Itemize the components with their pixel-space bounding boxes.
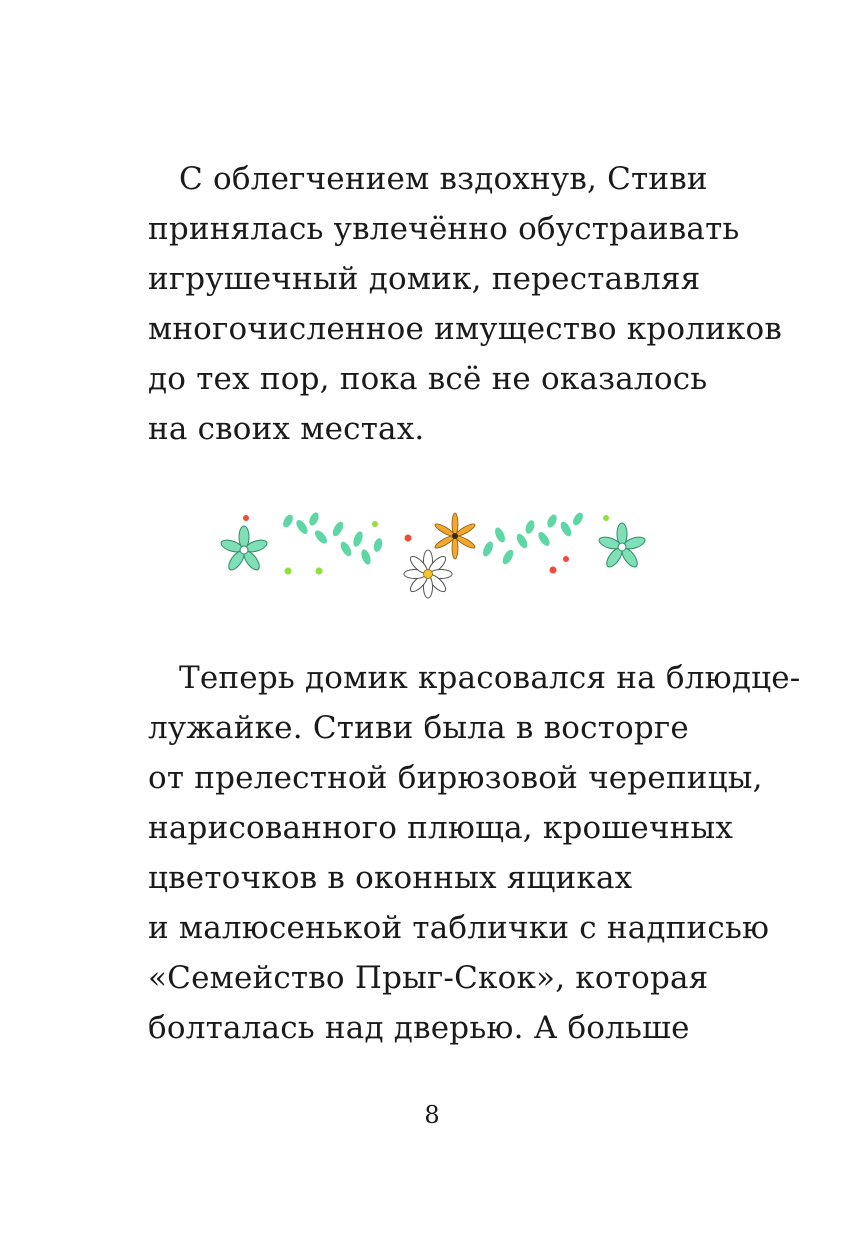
mint-flower-icon bbox=[598, 523, 647, 569]
text-line: до тех пор, пока всё не оказалось bbox=[148, 361, 708, 397]
mint-flower-icon bbox=[220, 526, 269, 572]
text-line: игрушечный домик, переставляя bbox=[148, 261, 701, 297]
text-line: на своих местах. bbox=[148, 411, 425, 447]
paragraph-1 bbox=[148, 154, 783, 454]
daisy-icon bbox=[404, 550, 452, 598]
text-line: от прелестной бирюзовой черепицы, bbox=[148, 760, 763, 796]
text-line: С облегчением вздохнув, Стиви bbox=[179, 161, 708, 197]
text-line: и малюсенькой таблички с надписью bbox=[148, 910, 770, 946]
text-line: принялась увлечённо обустраивать bbox=[148, 211, 740, 247]
orange-flower-icon bbox=[434, 513, 477, 559]
text-line: нарисованного плюща, крошечных bbox=[148, 810, 734, 846]
text-line: Теперь домик красовался на блюдце- bbox=[179, 660, 801, 696]
floral-divider-icon bbox=[218, 505, 648, 605]
text-line: лужайке. Стиви была в восторге bbox=[148, 710, 689, 746]
leaf-sprig-icon bbox=[481, 511, 585, 566]
text-line: многочисленное имущество кроликов bbox=[148, 311, 783, 347]
paragraph-2 bbox=[148, 653, 801, 1053]
text-line: «Семейство Прыг-Скок», которая bbox=[148, 960, 709, 996]
text-line: цветочков в оконных ящиках bbox=[148, 860, 633, 896]
leaf-sprig-icon bbox=[281, 511, 384, 566]
text-line: болталась над дверью. А больше bbox=[148, 1010, 690, 1046]
page-number: 8 bbox=[424, 1101, 440, 1129]
